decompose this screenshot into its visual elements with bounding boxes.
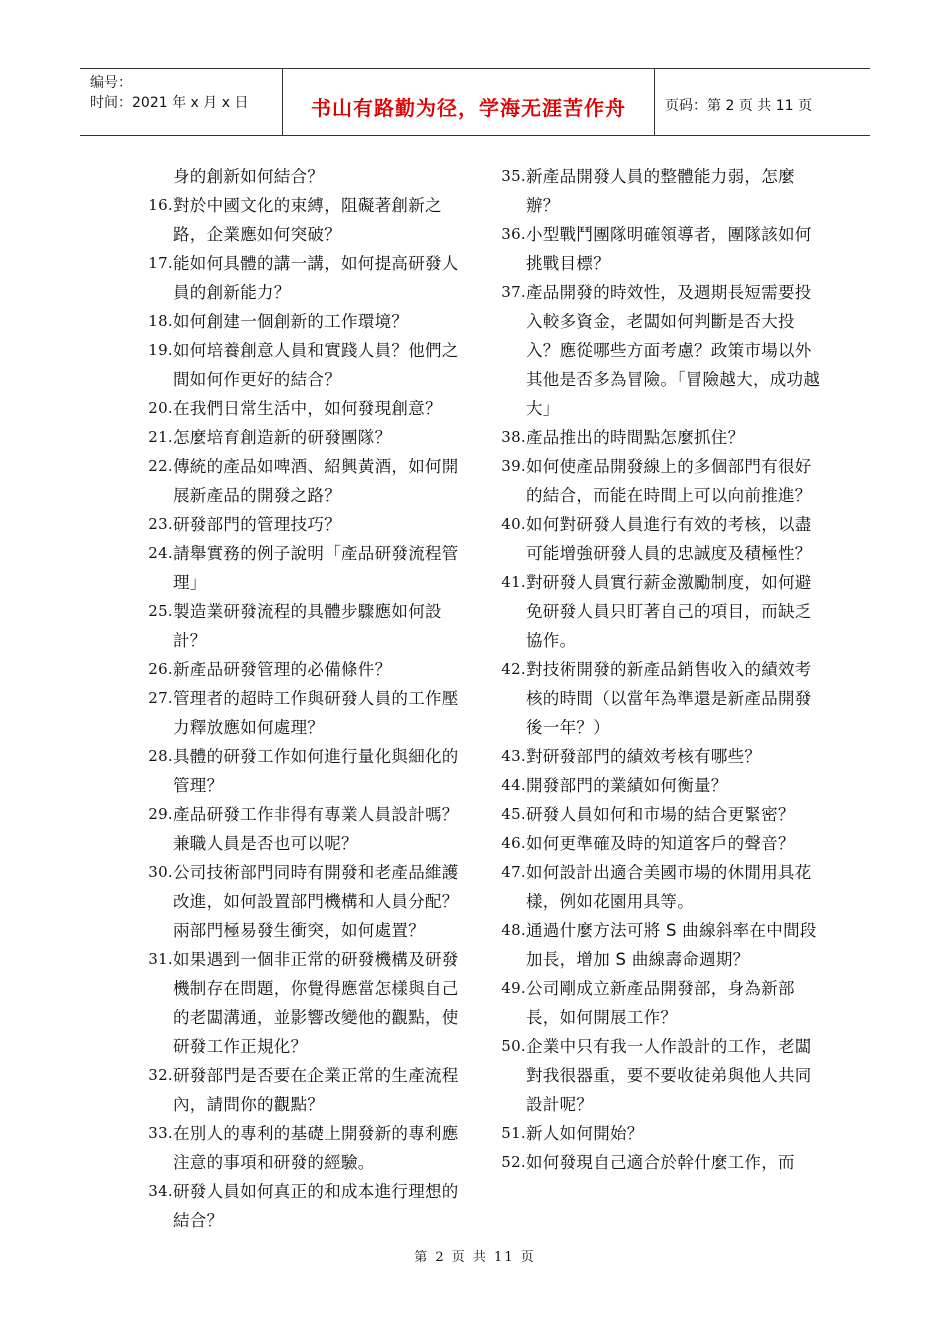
- question-text: 新產品研發管理的必備條件？: [173, 660, 392, 679]
- page-header: [80, 68, 870, 136]
- question-number: 29.: [148, 805, 173, 823]
- question-number: 39.: [501, 457, 526, 475]
- question-number: 41.: [501, 573, 526, 591]
- question-item: [135, 1061, 475, 1119]
- question-text: 如何創建一個創新的工作環境？: [173, 312, 409, 331]
- question-text: 請舉實務的例子說明「產品研發流程管理」: [173, 544, 459, 592]
- question-item: [488, 220, 828, 278]
- question-number: 19.: [148, 341, 173, 359]
- question-number: 26.: [148, 660, 173, 678]
- question-text: 新人如何開始？: [526, 1124, 644, 1143]
- question-number: 27.: [148, 689, 173, 707]
- question-item: [135, 510, 475, 539]
- question-number: 36.: [501, 225, 526, 243]
- question-text: 通過什麼方法可將 S 曲線斜率在中間段加長，增加 S 曲線壽命週期？: [526, 921, 817, 969]
- question-text: 如果遇到一個非正常的研發機構及研發機制存在問題，你覺得應當怎樣與自己的老闆溝通，並影響改變他的觀點，使研發工作正規化？: [173, 950, 459, 1056]
- question-number: 22.: [148, 457, 173, 475]
- header-meta: [80, 69, 283, 135]
- question-item: [135, 191, 475, 249]
- question-number: 42.: [501, 660, 526, 678]
- question-number: 20.: [148, 399, 173, 417]
- question-item: [488, 452, 828, 510]
- question-text: 對於中國文化的束縛，阻礙著創新之路，企業應如何突破？: [173, 196, 442, 244]
- question-text: 小型戰鬥團隊明確領導者，團隊該如何挑戰目標？: [526, 225, 812, 273]
- question-number: 35.: [501, 167, 526, 185]
- question-text: 如何培養創意人員和實踐人員？他們之間如何作更好的結合？: [173, 341, 459, 389]
- question-text: 新產品開發人員的整體能力弱，怎麼辦？: [526, 167, 795, 215]
- question-number: 51.: [501, 1124, 526, 1142]
- question-number: 34.: [148, 1182, 173, 1200]
- question-text: 產品推出的時間點怎麼抓住？: [526, 428, 745, 447]
- question-item: [488, 423, 828, 452]
- question-text: 如何更準確及時的知道客戶的聲音？: [526, 834, 795, 853]
- question-text: 如何設計出適合美國市場的休閒用具花樣，例如花園用具等。: [526, 863, 812, 911]
- question-number: 21.: [148, 428, 173, 446]
- header-page-cell: [655, 69, 870, 135]
- question-text: 企業中只有我一人作設計的工作，老闆對我很器重，要不要收徒弟與他人共同設計呢？: [526, 1037, 812, 1114]
- question-number: 33.: [148, 1124, 173, 1142]
- question-text: 公司剛成立新產品開發部，身為新部長，如何開展工作？: [526, 979, 795, 1027]
- question-text: 開發部門的業績如何衡量？: [526, 776, 728, 795]
- question-item: [488, 568, 828, 655]
- page-label: 页码：第 2 页 共 11 页: [665, 98, 812, 114]
- question-item: [488, 974, 828, 1032]
- question-item: [135, 249, 475, 307]
- question-text: 研發人員如何和市場的結合更緊密？: [526, 805, 795, 824]
- question-number: 52.: [501, 1153, 526, 1171]
- question-text: 研發人員如何真正的和成本進行理想的結合？: [173, 1182, 459, 1230]
- question-number: 43.: [501, 747, 526, 765]
- question-item: [135, 597, 475, 655]
- question-number: 48.: [501, 921, 526, 939]
- question-text: 具體的研發工作如何進行量化與細化的管理？: [173, 747, 459, 795]
- question-number: 38.: [501, 428, 526, 446]
- page-footer: 第 2 页 共 11 页: [414, 1250, 536, 1265]
- question-number: 18.: [148, 312, 173, 330]
- question-item: [135, 800, 475, 858]
- question-number: 46.: [501, 834, 526, 852]
- question-text: 管理者的超時工作與研發人員的工作壓力釋放應如何處理？: [173, 689, 459, 737]
- question-item: [135, 394, 475, 423]
- question-item: [488, 771, 828, 800]
- question-item: [135, 336, 475, 394]
- question-text: 怎麼培育創造新的研發團隊？: [173, 428, 392, 447]
- question-item: [135, 1177, 475, 1235]
- question-item: [488, 742, 828, 771]
- question-item: [488, 1148, 828, 1177]
- question-item: [488, 278, 828, 423]
- question-text: 在別人的專利的基礎上開發新的專利應注意的事項和研發的經驗。: [173, 1124, 459, 1172]
- question-item: [135, 684, 475, 742]
- right-column: [488, 162, 828, 1177]
- question-number: 44.: [501, 776, 526, 794]
- question-number: 37.: [501, 283, 526, 301]
- question-item: [135, 423, 475, 452]
- question-text: 研發部門的管理技巧？: [173, 515, 341, 534]
- question-item: [488, 1119, 828, 1148]
- header-motto-cell: [283, 69, 655, 135]
- question-text: 製造業研發流程的具體步驟應如何設計？: [173, 602, 442, 650]
- question-number: 25.: [148, 602, 173, 620]
- question-number: 24.: [148, 544, 173, 562]
- question-number: 50.: [501, 1037, 526, 1055]
- date-label: 时间：2021 年 x 月 x 日: [90, 95, 249, 111]
- question-text: 研發部門是否要在企業正常的生產流程內，請問你的觀點？: [173, 1066, 459, 1114]
- question-item: [135, 539, 475, 597]
- question-text: 產品開發的時效性，及週期長短需要投入較多資金，老闆如何判斷是否大投入？應從哪些方面考慮？政策市場以外其他是否多為冒險。「冒險越大，成功越大」: [526, 283, 821, 418]
- question-item: [135, 1119, 475, 1177]
- question-number: 32.: [148, 1066, 173, 1084]
- question-number: 17.: [148, 254, 173, 272]
- question-number: 28.: [148, 747, 173, 765]
- question-item: [135, 307, 475, 336]
- question-number: 49.: [501, 979, 526, 997]
- question-item: [488, 162, 828, 220]
- question-text: 公司技術部門同時有開發和老產品維護改進，如何設置部門機構和人員分配？兩部門極易發生衝突，如何處置？: [173, 863, 459, 940]
- header-motto: 书山有路勤为径，学海无涯苦作舟: [311, 95, 626, 120]
- question-item: [488, 858, 828, 916]
- left-column: [135, 162, 475, 1235]
- question-text: 如何發現自己適合於幹什麼工作，而: [526, 1153, 795, 1172]
- question-text: 能如何具體的講一講，如何提高研發人員的創新能力？: [173, 254, 459, 302]
- question-text: 產品研發工作非得有專業人員設計嗎？兼職人員是否也可以呢？: [173, 805, 459, 853]
- question-item: [488, 655, 828, 742]
- question-item: [488, 510, 828, 568]
- continuation-text: 身的創新如何結合？: [173, 167, 325, 186]
- question-item: [488, 1032, 828, 1119]
- question-text: 如何使產品開發線上的多個部門有很好的結合，而能在時間上可以向前推進？: [526, 457, 812, 505]
- question-item: [488, 800, 828, 829]
- question-item: [135, 945, 475, 1061]
- question-text: 傳統的產品如啤酒、紹興黃酒，如何開展新產品的開發之路？: [173, 457, 459, 505]
- question-text: 對研發部門的績效考核有哪些？: [526, 747, 762, 766]
- question-number: 16.: [148, 196, 173, 214]
- question-number: 31.: [148, 950, 173, 968]
- question-item: [135, 452, 475, 510]
- question-text: 在我們日常生活中，如何發現創意？: [173, 399, 442, 418]
- question-number: 30.: [148, 863, 173, 881]
- question-number: 40.: [501, 515, 526, 533]
- question-text: 對技術開發的新產品銷售收入的績效考核的時間（以當年為準還是新產品開發後一年？）: [526, 660, 812, 737]
- question-number: 23.: [148, 515, 173, 533]
- question-number: 45.: [501, 805, 526, 823]
- question-item: [135, 858, 475, 945]
- question-text: 對研發人員實行薪金激勵制度，如何避免研發人員只盯著自己的項目，而缺乏協作。: [526, 573, 812, 650]
- question-item: [135, 742, 475, 800]
- question-item: [488, 829, 828, 858]
- question-item: [135, 655, 475, 684]
- question-text: 如何對研發人員進行有效的考核，以盡可能增強研發人員的忠誠度及積極性？: [526, 515, 812, 563]
- question-number: 47.: [501, 863, 526, 881]
- question-item: [488, 916, 828, 974]
- code-label: 编号：: [90, 75, 132, 91]
